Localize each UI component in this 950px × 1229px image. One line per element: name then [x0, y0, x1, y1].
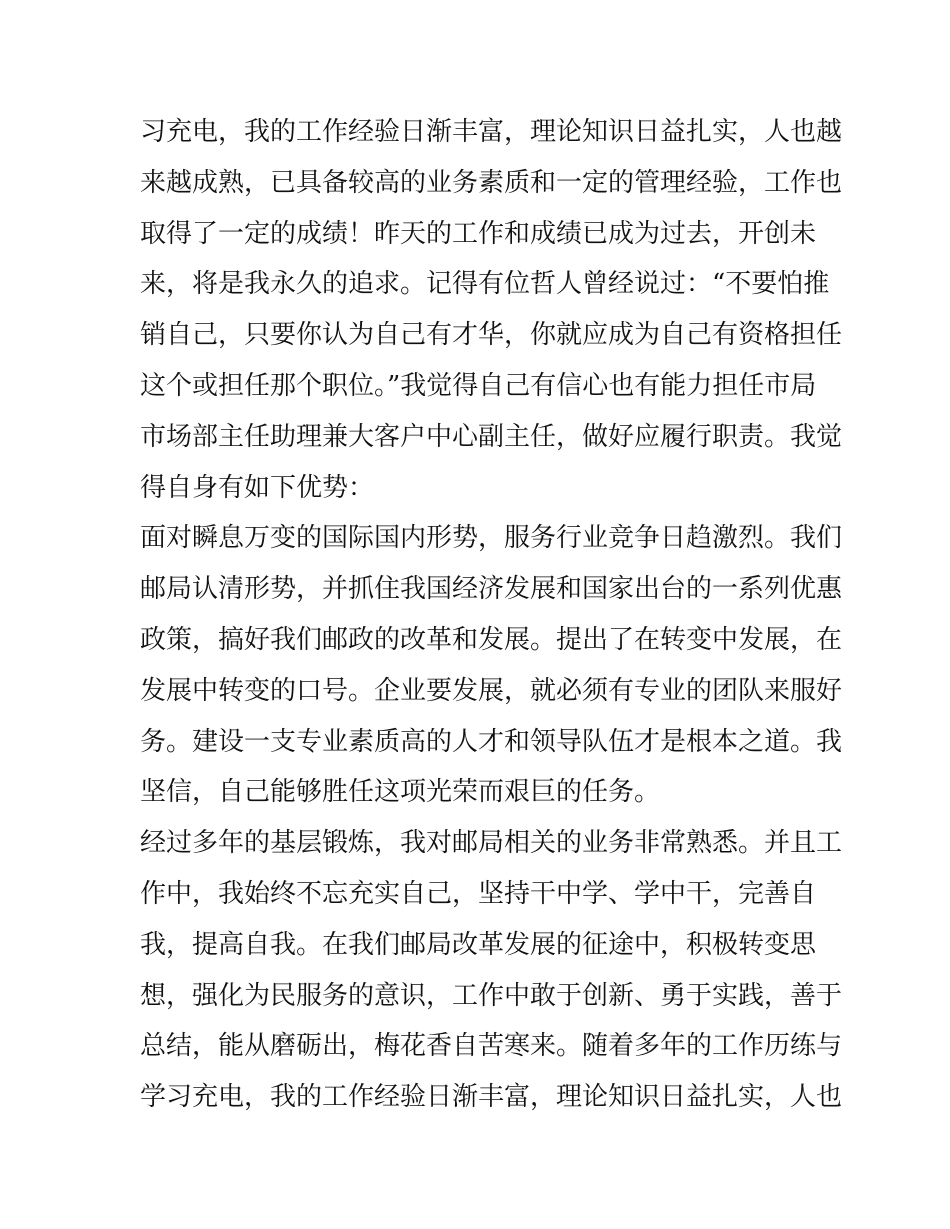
text-line: 坚信，自己能够胜任这项光荣而艰巨的任务。	[140, 777, 661, 808]
text-line: 得自身有如下优势：	[140, 472, 375, 503]
text-line: 邮局认清形势，并抓住我国经济发展和国家出台的一系列优惠	[140, 574, 843, 605]
text-line: 经过多年的基层锻炼，我对邮局相关的业务非常熟悉。并且工	[140, 828, 843, 859]
text-line: 面对瞬息万变的国际国内形势，服务行业竞争日趋激烈。我们	[140, 523, 843, 554]
text-line: 作中，我始终不忘充实自己，坚持干中学、学中干，完善自	[140, 878, 817, 909]
text-line: 政策，搞好我们邮政的改革和发展。提出了在转变中发展，在	[140, 624, 843, 655]
text-line: 取得了一定的成绩！昨天的工作和成绩已成为过去，开创未	[140, 218, 817, 249]
text-line: 来越成熟，已具备较高的业务素质和一定的管理经验，工作也	[140, 167, 843, 198]
text-line: 这个或担任那个职位。”我觉得自己有信心也有能力担任市局	[140, 370, 817, 401]
text-line: 习充电，我的工作经验日渐丰富，理论知识日益扎实，人也越	[140, 117, 843, 147]
text-line: 发展中转变的口号。企业要发展，就必须有专业的团队来服好	[140, 675, 843, 706]
body-text	[140, 107, 843, 1123]
text-line: 市场部主任助理兼大客户中心副主任，做好应履行职责。我觉	[140, 421, 843, 452]
text-line: 务。建设一支专业素质高的人才和领导队伍才是根本之道。我	[140, 726, 843, 757]
text-line: 来，将是我永久的追求。记得有位哲人曾经说过：“不要怕推	[140, 269, 830, 300]
text-line: 销自己，只要你认为自己有才华，你就应成为自己有资格担任	[140, 320, 843, 351]
text-line: 总结，能从磨砺出，梅花香自苦寒来。随着多年的工作历练与	[140, 1031, 843, 1062]
text-line: 我，提高自我。在我们邮局改革发展的征途中，积极转变思	[140, 929, 817, 960]
text-line: 学习充电，我的工作经验日渐丰富，理论知识日益扎实，人也	[140, 1082, 843, 1113]
text-line: 想，强化为民服务的意识，工作中敢于创新、勇于实践，善于	[140, 980, 843, 1011]
